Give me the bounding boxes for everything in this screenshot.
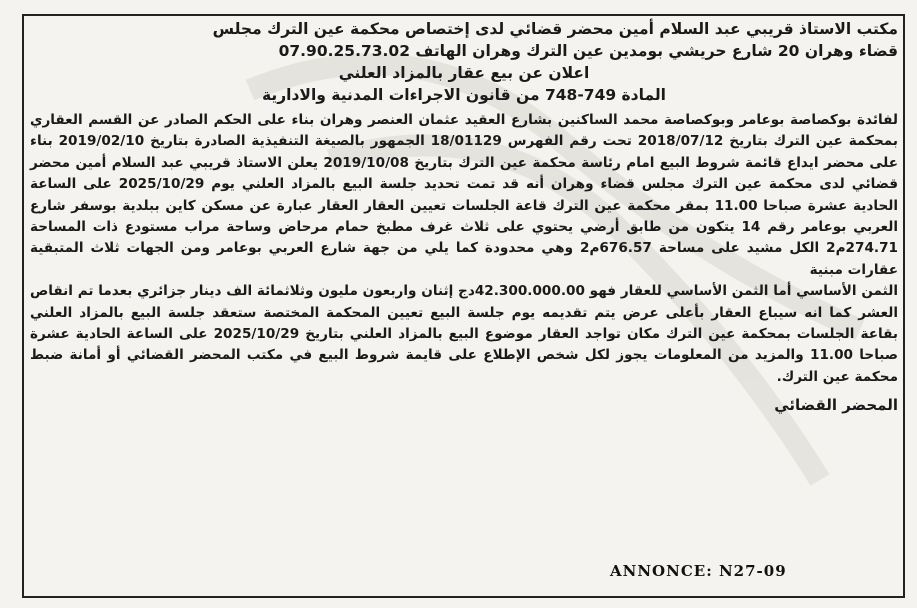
announcement-body <box>30 110 898 388</box>
annonce-number: ANNONCE: N27-09 <box>610 562 787 580</box>
header-line-2: قضاء وهران 20 شارع حريشي بومدين عين الترك وهران الهاتف 07.90.25.73.02 <box>278 42 898 60</box>
announcement-document <box>30 18 898 414</box>
body-paragraph-1: لفائدة بوكصاصة بوعامر وبوكصاصة محمد الساكنين بشارع العقيد عثمان العنصر وهران بناء على الحكم الصادر عن القسم العقاري بمحكمة عين الترك بتاريخ 2018/07/12 تحت رقم الفهرس 18/01129 الجمهور بالصيغة التنفيذية الصادرة بتاريخ 2019/02/10 بناء على محضر ايداع قائمة شروط البيع امام رئاسة محكمة عين الترك بتاريخ 2019/10/08 يعلن الاستاذ قريبي عبد السلام أمين محضر قضائي لدى محكمة عين الترك مجلس قضاء وهران أنه قد تمت تحديد جلسة البيع بالمزاد العلني يوم 2025/10/29 على الساعة الحادية عشرة صباحا 11.00 بمقر محكمة عين الترك قاعة الجلسات تعيين العقار العقار عبارة عن مسكن كاين ببلدية بوسفر شارع العربي بوعامر رقم 14 يتكون من طابق أرضي يحتوي على ثلاث غرف مطبخ حمام مرحاض وساحة مراب مستودع ذات المساحة 274.71م2 الكل مشيد على مساحة 676.57م2 وهي محدودة كما يلي من جهة شارع العربي بوعامر ومن الجهات ثلاث المتبقية عقارات مبنية <box>30 112 898 278</box>
signature: المحضر القضائي <box>774 396 898 415</box>
header-line-1: مكتب الاستاذ قريبي عبد السلام أمين محضر قضائي لدى إختصاص محكمة عين الترك مجلس <box>212 20 898 38</box>
announcement-title: اعلان عن بيع عقار بالمزاد العلني <box>338 64 590 82</box>
body-paragraph-2: الثمن الأساسي أما الثمن الأساسي للعقار فهو 42.300.000.00دج إثنان واربعون مليون وثلاثمائة الف دينار جزائري بعدما تم انقاص العشر كما انه سيباع العقار بأعلى عرض يتم تقديمه يوم جلسة البيع تعيين المحكمة المختصة ستعقد جلسة البيع بالمزاد العلني بقاعة الجلسات بمحكمة عين الترك مكان تواجد العقار موضوع البيع بالمزاد العلني بتاريخ 2025/10/29 على الساعة الحادية عشرة صباحا 11.00 والمزيد من المعلومات يجوز لكل شخص الإطلاع على قايمة شروط البيع في مكتب المحضر القضائي أو أمانة ضبط محكمة عين الترك. <box>30 283 899 385</box>
legal-article: المادة 749-748 من قانون الاجراءات المدنية والادارية <box>262 86 666 104</box>
